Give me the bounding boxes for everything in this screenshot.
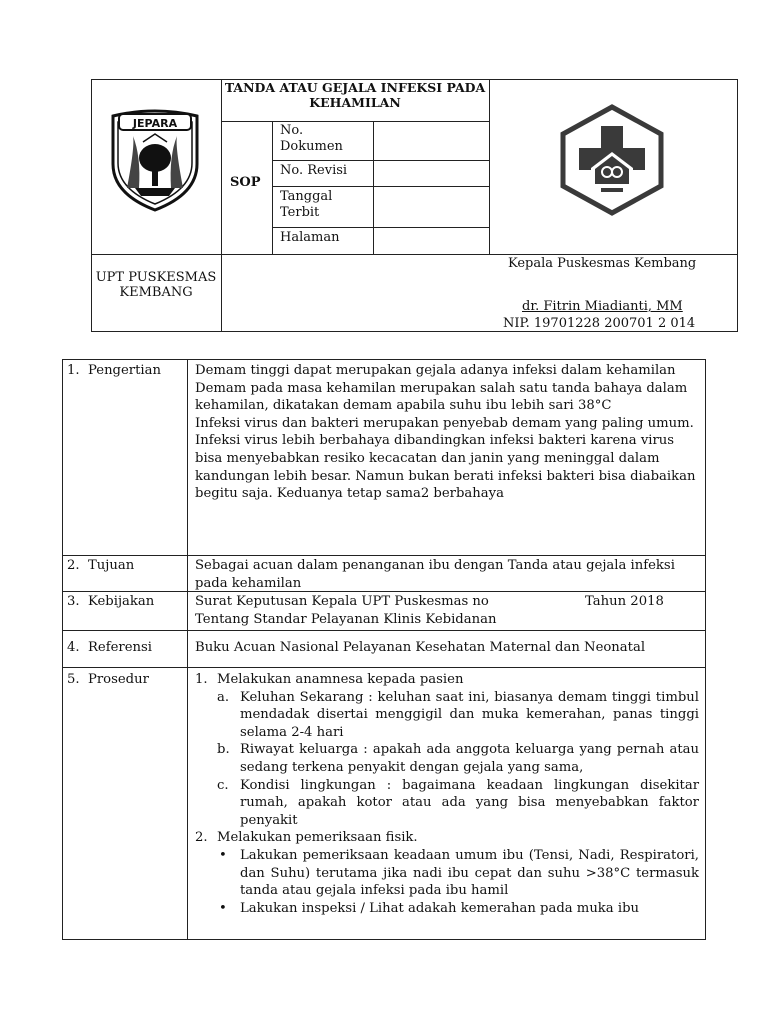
pengertian-para-3: Infeksi virus dan bakteri merupakan penyebab demam yang paling umum. Infeksi virus lebih berbahaya dibandingkan infeksi bakteri karena virus bisa menyebabkan resiko kecacatan dan janin yang meninggal dalam kandungan lebih besar. Namun bukan berati infeksi bakteri bisa diabaikan begitu saja. Keduanya tetap sama2 berbahaya (195, 415, 696, 502)
svg-text:JEPARA: JEPARA (132, 117, 178, 130)
jepara-logo (105, 106, 205, 212)
signer-title: Kepala Puskesmas Kembang (508, 256, 697, 271)
content-kebijakan (195, 593, 695, 628)
content-prosedur (195, 671, 699, 917)
signer-nip: NIP. 19701228 200701 2 014 (503, 316, 696, 331)
kebijakan-year: Tahun 2018 (585, 594, 664, 609)
row-label-no-dokumen: No. Dokumen (280, 123, 343, 154)
row-label-tanggal-terbit: Tanggal Terbit (280, 189, 333, 220)
prosedur-step-2: 2. Melakukan pemeriksaan fisik. (195, 830, 418, 846)
prosedur-step-2-bullet-1: • Lakukan pemeriksaan keadaan umum ibu (Tensi, Nadi, Respiratori, dan Suhu) terutama jika nadi ibu cepat dan suhu >38°C termasuk tanda atau gejala infeksi pada ibu hamil (219, 847, 699, 899)
puskesmas-logo (557, 104, 667, 216)
sop-title: TANDA ATAU GEJALA INFEKSI PADA KEHAMILAN (224, 80, 486, 110)
org-name: UPT PUSKESMAS KEMBANG (95, 270, 217, 300)
prosedur-step-1c: c. Kondisi lingkungan : bagaimana keadaan lingkungan disekitar rumah, apakah kotor atau ada yang bisa menyebabkan faktor penyakit (217, 777, 699, 828)
kebijakan-line-2: Tentang Standar Pelayanan Klinis Kebidanan (195, 611, 497, 627)
prosedur-step-2-bullet-2: • Lakukan inspeksi / Lihat adakah kemerahan pada muka ibu (219, 900, 640, 916)
pengertian-para-2: Demam pada masa kehamilan merupakan salah satu tanda bahaya dalam kehamilan, dikatakan demam apabila suhu ibu lebih sari 38°C (195, 380, 688, 414)
pengertian-para-1: Demam tinggi dapat merupakan gejala adanya infeksi dalam kehamilan (195, 363, 676, 378)
sop-label: SOP (230, 175, 261, 190)
label-pengertian: 1. Pengertian (67, 363, 161, 378)
content-referensi: Buku Acuan Nasional Pelayanan Kesehatan Maternal dan Neonatal (195, 640, 646, 655)
row-label-halaman: Halaman (280, 230, 340, 245)
kebijakan-line-1: Surat Keputusan Kepala UPT Puskesmas no (195, 594, 489, 609)
content-tujuan: Sebagai acuan dalam penanganan ibu dengan Tanda atau gejala infeksi pada kehamilan (195, 558, 675, 591)
prosedur-step-1b: b. Riwayat keluarga : apakah ada anggota keluarga yang pernah atau sedang terkena penyakit dengan gejala yang sama, (217, 742, 699, 775)
prosedur-step-1: 1. Melakukan anamnesa kepada pasien (195, 672, 464, 687)
content-pengertian (195, 362, 697, 503)
row-label-no-revisi: No. Revisi (280, 163, 348, 178)
prosedur-step-1a: a. Keluhan Sekarang : keluhan saat ini, biasanya demam tinggi timbul mendadak disertai menggigil dan muka kemerahan, panas tinggi selama 2-4 hari (217, 689, 699, 740)
label-kebijakan: 3. Kebijakan (67, 594, 155, 609)
label-tujuan: 2. Tujuan (67, 558, 135, 573)
label-referensi: 4. Referensi (67, 640, 152, 655)
label-prosedur: 5. Prosedur (67, 672, 149, 687)
signer-name: dr. Fitrin Miadianti, MM (522, 299, 683, 314)
